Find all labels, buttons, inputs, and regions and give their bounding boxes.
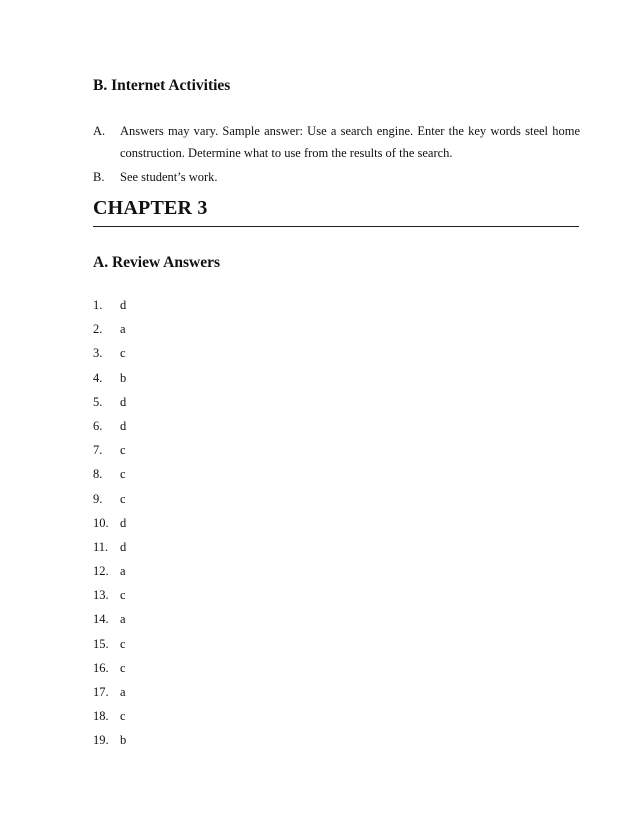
answer-row <box>93 682 293 706</box>
internet-activity-item-b <box>93 166 580 188</box>
answer-row <box>93 343 293 367</box>
answer-value: c <box>120 660 126 675</box>
answer-number: 15. <box>93 636 109 651</box>
answer-value: a <box>120 685 126 699</box>
answer-value: d <box>120 418 127 433</box>
answer-number: 16. <box>93 660 109 675</box>
answer-number: 17. <box>93 685 109 699</box>
answer-row <box>93 609 293 633</box>
answer-number: 12. <box>93 564 109 579</box>
answer-value: c <box>120 491 126 506</box>
answer-number: 8. <box>93 467 103 482</box>
answer-number: 19. <box>93 733 109 748</box>
answer-value: c <box>120 443 126 458</box>
answer-value: d <box>120 515 127 530</box>
answer-value: d <box>120 394 127 409</box>
answer-value: c <box>120 588 126 603</box>
answer-value: a <box>120 322 126 337</box>
answer-number: 10. <box>93 515 109 530</box>
answer-row <box>93 464 293 488</box>
answer-value: d <box>120 539 127 554</box>
answer-value: c <box>120 346 126 361</box>
answer-row <box>93 730 293 754</box>
answer-number: 14. <box>93 612 109 627</box>
answer-row <box>93 319 293 343</box>
answer-number: 4. <box>93 370 103 385</box>
answer-number: 13. <box>93 588 109 603</box>
answer-row <box>93 295 293 319</box>
answer-row <box>93 585 293 609</box>
answer-row <box>93 658 293 682</box>
chapter-title: CHAPTER 3 <box>93 197 208 219</box>
answer-number: 5. <box>93 394 103 409</box>
item-text: See student’s work. <box>120 170 218 184</box>
answer-row <box>93 489 293 513</box>
answer-row <box>93 561 293 585</box>
review-answers-heading: A. Review Answers <box>93 254 220 271</box>
answer-row <box>93 368 293 392</box>
answer-number: 11. <box>93 539 109 554</box>
answer-number: 9. <box>93 491 103 506</box>
answer-value: b <box>120 370 127 385</box>
answer-number: 2. <box>93 322 103 337</box>
answer-number: 6. <box>93 418 103 433</box>
answer-row <box>93 706 293 730</box>
answer-row <box>93 513 293 537</box>
answer-number: 3. <box>93 346 103 361</box>
answer-value: a <box>120 564 126 579</box>
item-text: Answers may vary. Sample answer: Use a search engine. Enter the key words steel home construction. Determine what to use from the results of the search. <box>120 124 580 160</box>
item-label: A. <box>93 124 106 138</box>
answer-value: c <box>120 636 126 651</box>
internet-activity-item-a <box>93 120 580 164</box>
answer-value: c <box>120 709 126 724</box>
answer-row <box>93 537 293 561</box>
answer-row <box>93 392 293 416</box>
answer-value: a <box>120 612 126 627</box>
answer-row <box>93 416 293 440</box>
answer-value: c <box>120 467 126 482</box>
answer-number: 1. <box>93 298 103 312</box>
answer-value: b <box>120 733 127 748</box>
chapter-divider <box>93 226 579 227</box>
answer-value: d <box>120 298 127 312</box>
internet-activities-heading: B. Internet Activities <box>93 77 231 94</box>
item-label: B. <box>93 170 105 184</box>
answer-number: 7. <box>93 443 103 458</box>
answer-number: 18. <box>93 709 109 724</box>
answer-row <box>93 440 293 464</box>
review-answers-list <box>93 295 293 755</box>
answer-row <box>93 634 293 658</box>
